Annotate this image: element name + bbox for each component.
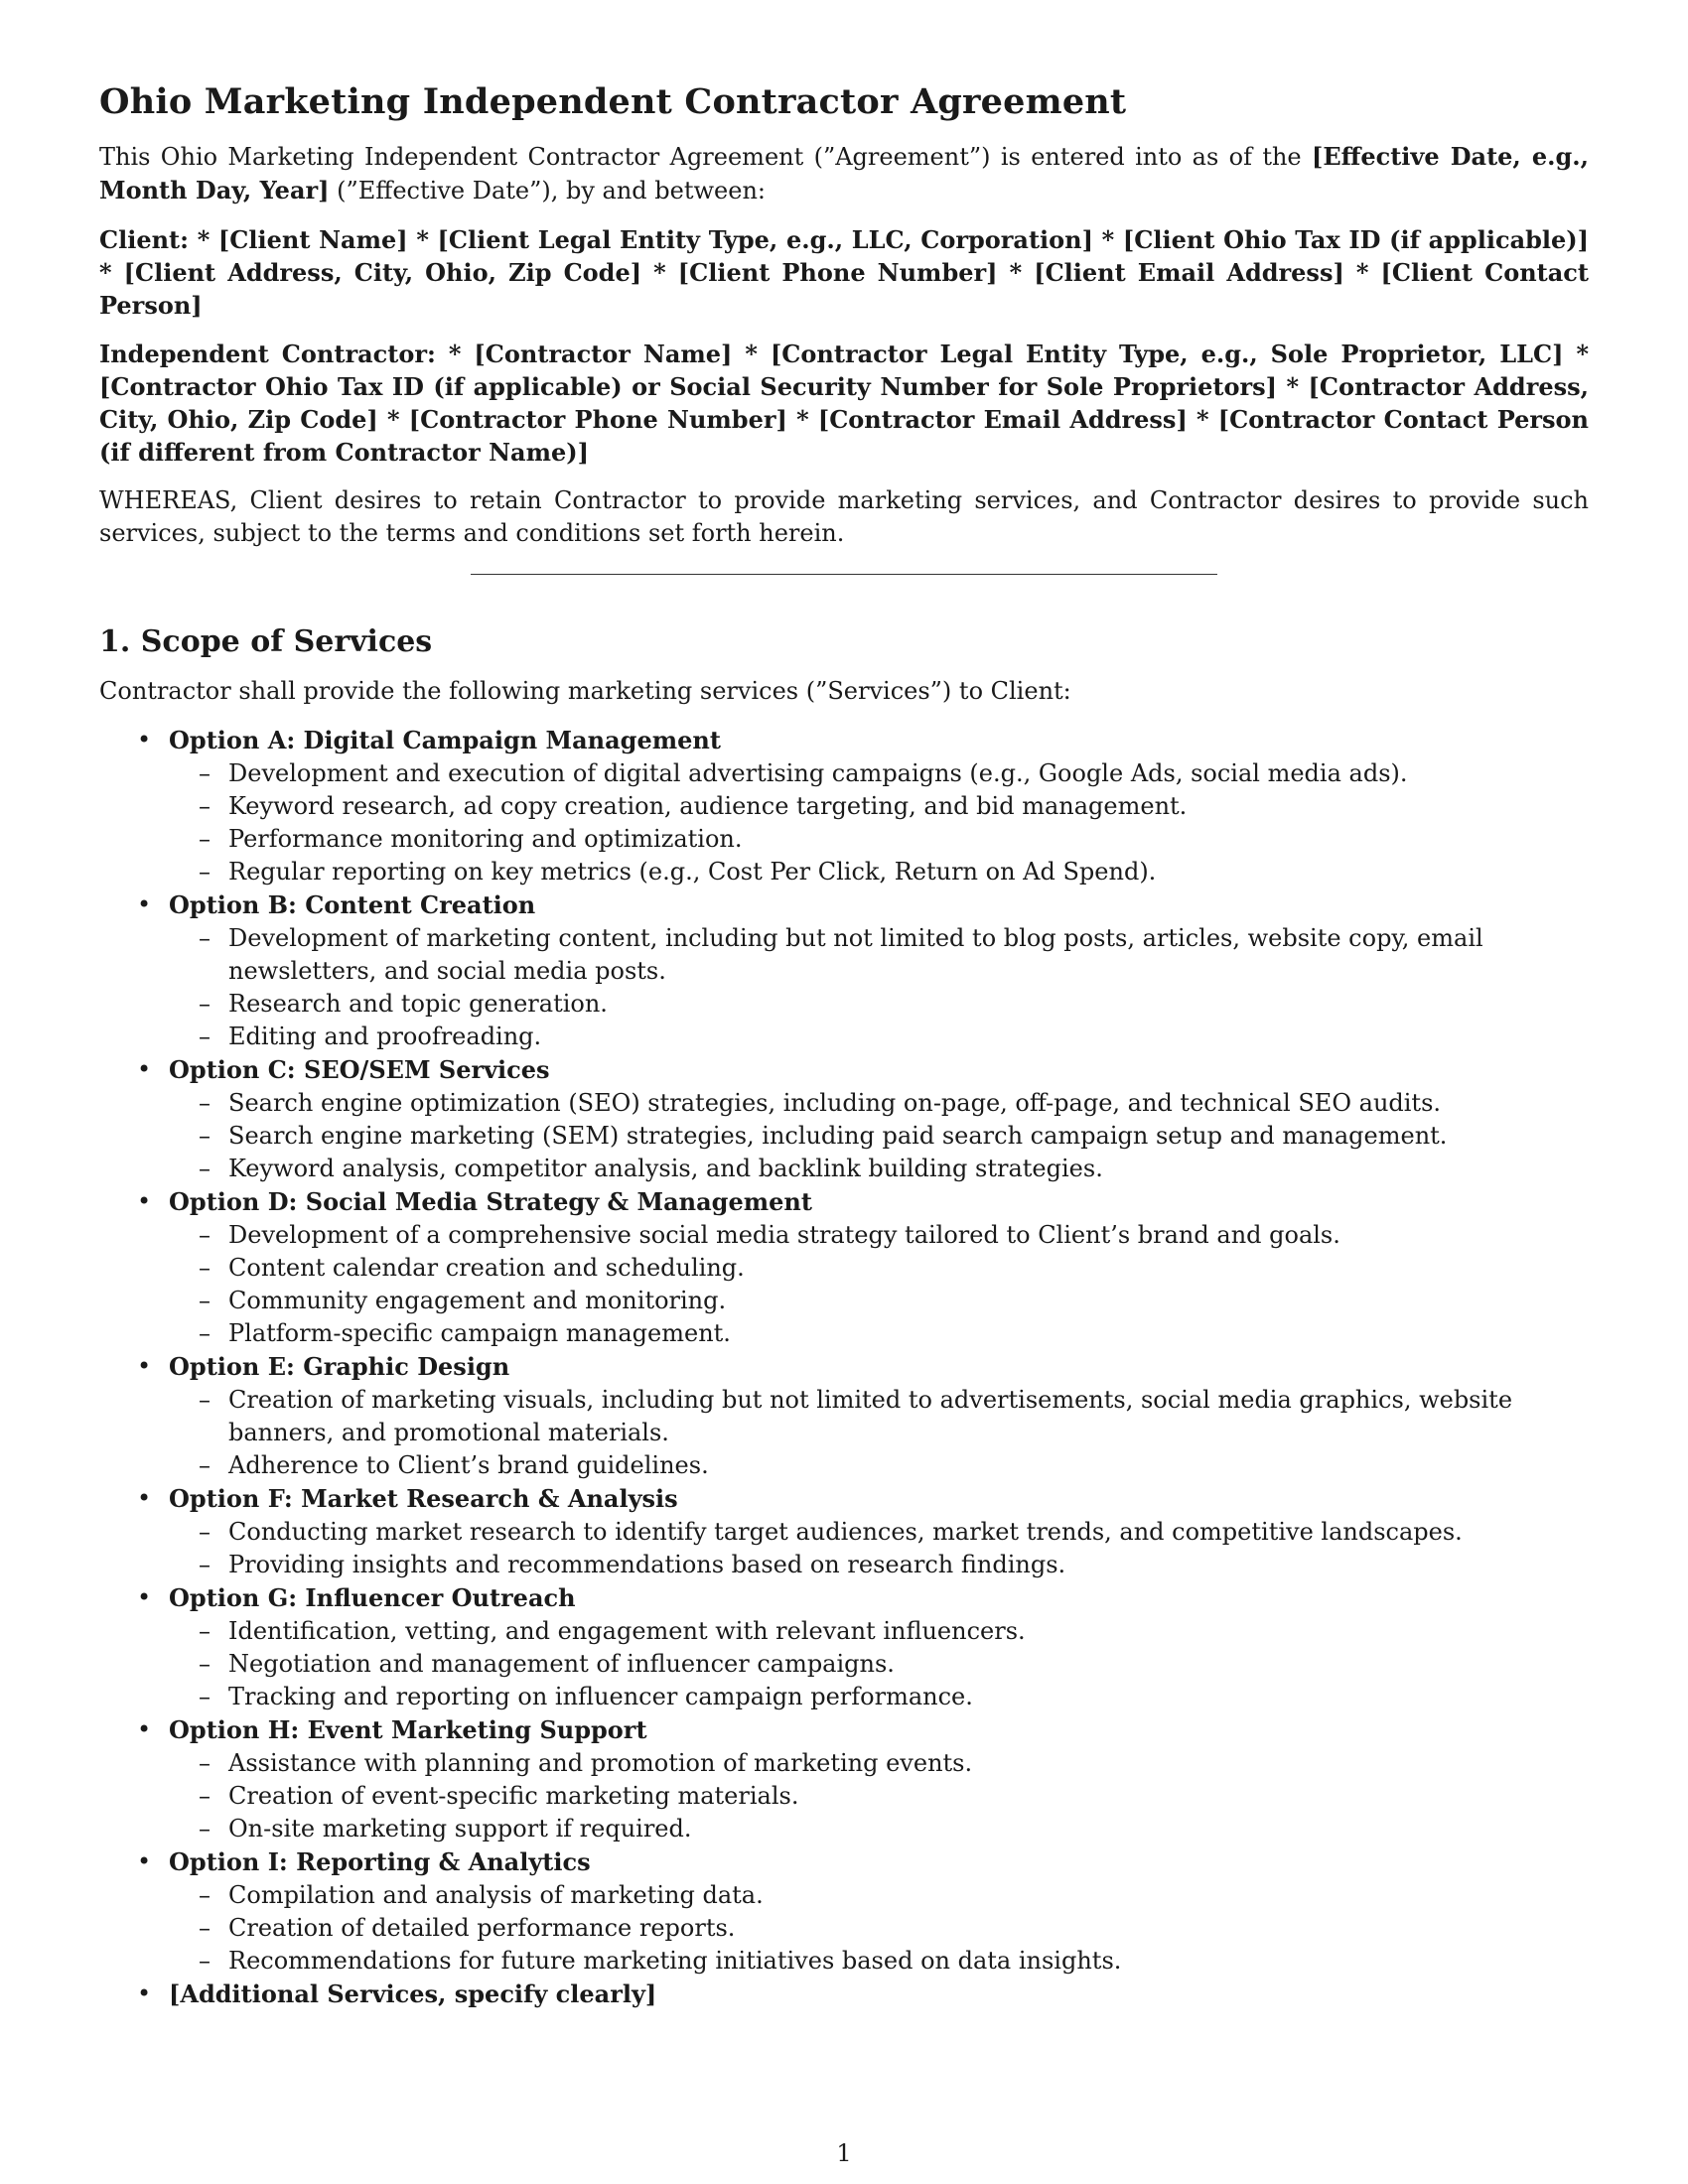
effective-date-placeholder: [Effective Date, e.g., Month Day, Year] xyxy=(99,142,1589,205)
service-option xyxy=(99,1581,1589,1713)
service-detail-item: – Tracking and reporting on influencer campaign performance. xyxy=(169,1681,1589,1713)
service-option-title: [Additional Services, specify clearly] xyxy=(169,1979,657,2008)
service-detail-item: – Assistance with planning and promotion of marketing events. xyxy=(169,1747,1589,1780)
document-title: Ohio Marketing Independent Contractor Agreement xyxy=(99,81,1127,122)
service-option-details xyxy=(169,1615,1589,1713)
service-option-details xyxy=(169,1219,1589,1350)
service-detail-item: – Identification, vetting, and engagement with relevant influencers. xyxy=(169,1615,1589,1648)
service-detail-item: – Creation of detailed performance reports. xyxy=(169,1912,1589,1945)
service-detail-item: – Adherence to Client’s brand guidelines. xyxy=(169,1449,1589,1482)
service-option-details xyxy=(169,1516,1589,1581)
service-option xyxy=(99,888,1589,1053)
service-option-title: Option C: SEO/SEM Services xyxy=(169,1055,550,1084)
service-option xyxy=(99,1350,1589,1482)
client-block: Client: * [Client Name] * [Client Legal Entity Type, e.g., LLC, Corporation] * [Client Ohio Tax ID (if applicable)] * [Client Address, City, Ohio, Zip Code] * [Client Phone Number] * [Client Email Address] * [Client Contact Person] xyxy=(99,225,1589,320)
service-detail-item: – Development and execution of digital advertising campaigns (e.g., Google Ads, social media ads). xyxy=(169,757,1589,790)
service-option xyxy=(99,1185,1589,1350)
service-detail-item: – Keyword analysis, competitor analysis, and backlink building strategies. xyxy=(169,1153,1589,1185)
service-option xyxy=(99,724,1589,888)
service-detail-item: – Performance monitoring and optimization. xyxy=(169,823,1589,856)
service-detail-item: – Conducting market research to identify target audiences, market trends, and competitive landscapes. xyxy=(169,1516,1589,1549)
service-detail-item: – Editing and proofreading. xyxy=(169,1021,1589,1053)
service-detail-item: – Development of marketing content, including but not limited to blog posts, articles, website copy, email newsletters, and social media posts. xyxy=(169,922,1589,988)
whereas-clause: WHEREAS, Client desires to retain Contractor to provide marketing services, and Contractor desires to provide such services, subject to the terms and conditions set forth herein. xyxy=(99,486,1589,547)
service-detail-item: – Search engine marketing (SEM) strategies, including paid search campaign setup and management. xyxy=(169,1120,1589,1153)
service-detail-item: – Community engagement and monitoring. xyxy=(169,1285,1589,1317)
service-detail-item: – Development of a comprehensive social media strategy tailored to Client’s brand and goals. xyxy=(169,1219,1589,1252)
service-option-title: Option G: Influencer Outreach xyxy=(169,1583,576,1612)
service-detail-item: – Recommendations for future marketing initiatives based on data insights. xyxy=(169,1945,1589,1978)
service-option-title: Option D: Social Media Strategy & Management xyxy=(169,1187,812,1216)
section-divider xyxy=(471,574,1217,575)
service-option-title: Option I: Reporting & Analytics xyxy=(169,1847,591,1876)
intro-post: (”Effective Date”), by and between: xyxy=(329,177,767,205)
services-options-list xyxy=(99,724,1589,2011)
service-option-details xyxy=(169,922,1589,1053)
service-detail-item: – Providing insights and recommendations based on research findings. xyxy=(169,1549,1589,1581)
page-number: 1 xyxy=(836,2139,852,2167)
section-1-heading: 1. Scope of Services xyxy=(99,624,433,659)
service-detail-item: – Compilation and analysis of marketing data. xyxy=(169,1879,1589,1912)
service-option-details xyxy=(169,1747,1589,1845)
service-option xyxy=(99,1845,1589,1978)
service-option-title: Option A: Digital Campaign Management xyxy=(169,726,721,754)
service-detail-item: – Content calendar creation and scheduling. xyxy=(169,1252,1589,1285)
service-detail-item: – Negotiation and management of influencer campaigns. xyxy=(169,1648,1589,1681)
intro-paragraph xyxy=(99,140,1589,207)
service-option-details xyxy=(169,1087,1589,1185)
service-detail-item: – Creation of marketing visuals, including but not limited to advertisements, social media graphics, website banners, and promotional materials. xyxy=(169,1384,1589,1449)
service-option-title: Option H: Event Marketing Support xyxy=(169,1715,647,1744)
service-option xyxy=(99,1978,1589,2011)
section-1-intro: Contractor shall provide the following marketing services (”Services”) to Client: xyxy=(99,677,1071,705)
service-detail-item: – Regular reporting on key metrics (e.g., Cost Per Click, Return on Ad Spend). xyxy=(169,856,1589,888)
service-option-title: Option F: Market Research & Analysis xyxy=(169,1484,678,1513)
service-detail-item: – Creation of event-specific marketing materials. xyxy=(169,1780,1589,1813)
service-option-details xyxy=(169,757,1589,888)
intro-pre: This Ohio Marketing Independent Contractor Agreement (”Agreement”) is entered into as of the xyxy=(99,143,1312,171)
service-option xyxy=(99,1482,1589,1581)
service-detail-item: – On-site marketing support if required. xyxy=(169,1813,1589,1845)
service-option-details xyxy=(169,1879,1589,1978)
service-detail-item: – Platform-specific campaign management. xyxy=(169,1317,1589,1350)
document-page xyxy=(99,81,1589,2011)
service-option-title: Option B: Content Creation xyxy=(169,890,536,919)
service-detail-item: – Keyword research, ad copy creation, audience targeting, and bid management. xyxy=(169,790,1589,823)
service-detail-item: – Research and topic generation. xyxy=(169,988,1589,1021)
service-option-title: Option E: Graphic Design xyxy=(169,1352,510,1381)
service-detail-item: – Search engine optimization (SEO) strategies, including on-page, off-page, and technical SEO audits. xyxy=(169,1087,1589,1120)
service-option xyxy=(99,1713,1589,1845)
service-option xyxy=(99,1053,1589,1185)
service-option-details xyxy=(169,1384,1589,1482)
contractor-block: Independent Contractor: * [Contractor Name] * [Contractor Legal Entity Type, e.g., Sole Proprietor, LLC] * [Contractor Ohio Tax ID (if applicable) or Social Security Number for Sole Proprietors] * [Contractor Address, City, Ohio, Zip Code] * [Contractor Phone Number] * [Contractor Email Address] * [Contractor Contact Person (if different from Contractor Name)] xyxy=(99,340,1589,467)
